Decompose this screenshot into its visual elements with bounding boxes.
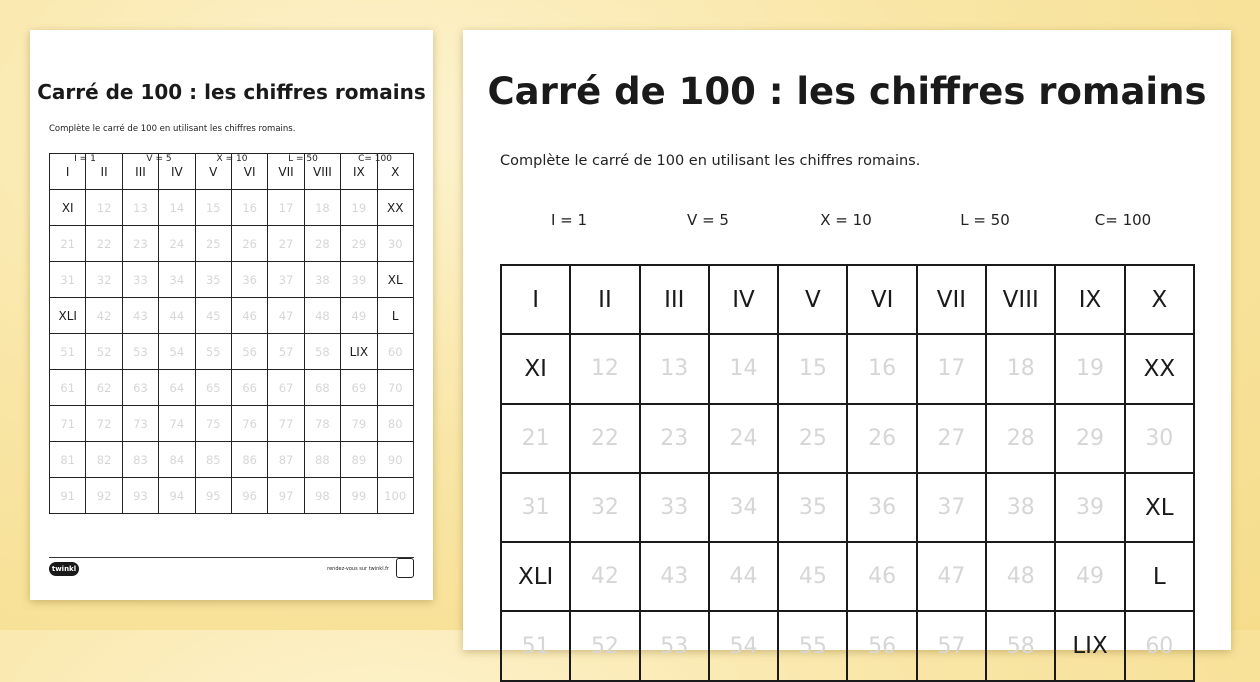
grid-cell: 58 — [986, 611, 1055, 680]
grid-cell: 92 — [86, 478, 122, 514]
legend-item-v: V = 5 — [146, 154, 172, 164]
grid-cell: 27 — [917, 404, 986, 473]
grid-cell: 39 — [341, 262, 377, 298]
grid-cell: 25 — [778, 404, 847, 473]
grid-cell: 34 — [709, 473, 778, 542]
grid-cell: 38 — [304, 262, 340, 298]
grid-cell: 38 — [986, 473, 1055, 542]
grid-cell: 70 — [377, 370, 413, 406]
grid-row — [501, 404, 1194, 473]
grid-cell: 32 — [570, 473, 639, 542]
grid-cell: 54 — [159, 334, 195, 370]
grid-cell: 43 — [122, 298, 158, 334]
grid-row — [50, 262, 414, 298]
page-title: Carré de 100 : les chiffres romains — [37, 80, 426, 104]
legend-item-c: C= 100 — [1094, 211, 1152, 229]
grid-cell: 46 — [231, 298, 267, 334]
grid-cell: IX — [1055, 265, 1124, 334]
grid-cell: IV — [709, 265, 778, 334]
grid-row — [50, 442, 414, 478]
grid-row — [50, 334, 414, 370]
grid-cell: 58 — [304, 334, 340, 370]
grid-cell: 33 — [122, 262, 158, 298]
grid-cell: 89 — [341, 442, 377, 478]
grid-row — [50, 478, 414, 514]
grid-cell: 88 — [304, 442, 340, 478]
footer-url: rendez-vous sur twinkl.fr — [327, 566, 389, 572]
grid-cell: L — [377, 298, 413, 334]
grid-cell: 55 — [195, 334, 231, 370]
grid-cell: I — [501, 265, 570, 334]
grid-cell: VI — [231, 154, 267, 190]
grid-cell: II — [570, 265, 639, 334]
worksheet-zoomed — [463, 30, 1231, 660]
grid-cell: 15 — [195, 190, 231, 226]
grid-cell: 79 — [341, 406, 377, 442]
grid-cell: 68 — [304, 370, 340, 406]
grid-cell: 63 — [122, 370, 158, 406]
grid-row — [501, 542, 1194, 611]
grid-cell: 53 — [640, 611, 709, 680]
grid-cell: 96 — [231, 478, 267, 514]
grid-cell: 28 — [986, 404, 1055, 473]
grid-cell: V — [195, 154, 231, 190]
legend-item-l: L = 50 — [288, 154, 318, 164]
grid-cell: 45 — [778, 542, 847, 611]
grid-cell: 81 — [50, 442, 86, 478]
grid-cell: 48 — [986, 542, 1055, 611]
grid-cell: 72 — [86, 406, 122, 442]
grid-cell: 87 — [268, 442, 304, 478]
grid-cell: VII — [917, 265, 986, 334]
badge-icon — [396, 558, 414, 578]
grid-cell: 29 — [341, 226, 377, 262]
grid-row — [501, 334, 1194, 403]
grid-cell: 61 — [50, 370, 86, 406]
grid-cell: 66 — [231, 370, 267, 406]
grid-cell: VIII — [304, 154, 340, 190]
grid-cell: 27 — [268, 226, 304, 262]
grid-cell: 14 — [709, 334, 778, 403]
grid-cell: 47 — [917, 542, 986, 611]
grid-cell: 93 — [122, 478, 158, 514]
grid-cell: 99 — [341, 478, 377, 514]
grid-cell: 23 — [122, 226, 158, 262]
grid-cell: 24 — [709, 404, 778, 473]
grid-row — [501, 473, 1194, 542]
grid-cell: 18 — [986, 334, 1055, 403]
grid-cell: 82 — [86, 442, 122, 478]
grid-cell: 74 — [159, 406, 195, 442]
grid-cell: VIII — [986, 265, 1055, 334]
grid-cell: 51 — [501, 611, 570, 680]
grid-cell: 100 — [377, 478, 413, 514]
legend-item-i: I = 1 — [550, 211, 588, 229]
grid-cell: 16 — [847, 334, 916, 403]
grid-cell: 73 — [122, 406, 158, 442]
grid-cell: 78 — [304, 406, 340, 442]
grid-cell: 54 — [709, 611, 778, 680]
grid-cell: 90 — [377, 442, 413, 478]
grid-cell: 25 — [195, 226, 231, 262]
instruction-text: Complète le carré de 100 en utilisant les chiffres romains. — [49, 124, 296, 134]
grid-cell: XI — [501, 334, 570, 403]
grid-cell: 23 — [640, 404, 709, 473]
grid-cell: 34 — [159, 262, 195, 298]
grid-cell: 17 — [268, 190, 304, 226]
grid-cell: 22 — [86, 226, 122, 262]
grid-cell: 98 — [304, 478, 340, 514]
grid-cell: 30 — [377, 226, 413, 262]
grid-cell: IX — [341, 154, 377, 190]
grid-cell: 31 — [501, 473, 570, 542]
grid-row — [50, 190, 414, 226]
grid-row — [50, 298, 414, 334]
grid-cell: 51 — [50, 334, 86, 370]
grid-cell: 56 — [847, 611, 916, 680]
grid-cell: 18 — [304, 190, 340, 226]
grid-cell: 42 — [570, 542, 639, 611]
grid-cell: 60 — [377, 334, 413, 370]
grid-row — [50, 226, 414, 262]
grid-cell: 64 — [159, 370, 195, 406]
grid-cell: VI — [847, 265, 916, 334]
grid-cell: LIX — [1055, 611, 1124, 680]
grid-cell: II — [86, 154, 122, 190]
grid-cell: 45 — [195, 298, 231, 334]
legend-item-x: X = 10 — [820, 211, 872, 229]
grid-cell: 32 — [86, 262, 122, 298]
grid-cell: 29 — [1055, 404, 1124, 473]
grid-cell: 26 — [847, 404, 916, 473]
grid-cell: 30 — [1125, 404, 1194, 473]
grid-cell: 15 — [778, 334, 847, 403]
grid-cell: XLI — [501, 542, 570, 611]
grid-cell: 33 — [640, 473, 709, 542]
grid-cell: 56 — [231, 334, 267, 370]
legend-item-x: X = 10 — [216, 154, 248, 164]
grid-cell: XI — [50, 190, 86, 226]
grid-cell: 57 — [268, 334, 304, 370]
grid-cell: 52 — [86, 334, 122, 370]
grid-cell: 97 — [268, 478, 304, 514]
grid-cell: 26 — [231, 226, 267, 262]
grid-cell: 55 — [778, 611, 847, 680]
grid-cell: IV — [159, 154, 195, 190]
grid-cell: 35 — [778, 473, 847, 542]
grid-cell: 37 — [917, 473, 986, 542]
grid-cell: I — [50, 154, 86, 190]
grid-cell: 91 — [50, 478, 86, 514]
grid-cell: III — [122, 154, 158, 190]
grid-cell: 12 — [570, 334, 639, 403]
legend-item-i: I = 1 — [74, 154, 96, 164]
grid-cell: 49 — [1055, 542, 1124, 611]
grid-cell: 28 — [304, 226, 340, 262]
grid-cell: 80 — [377, 406, 413, 442]
legend-item-c: C= 100 — [358, 154, 392, 164]
grid-cell: 13 — [640, 334, 709, 403]
grid-cell: 95 — [195, 478, 231, 514]
grid-cell: 44 — [159, 298, 195, 334]
footer-divider — [49, 557, 414, 558]
grid-cell: XL — [1125, 473, 1194, 542]
grid-cell: 75 — [195, 406, 231, 442]
grid-cell: 65 — [195, 370, 231, 406]
grid-cell: 13 — [122, 190, 158, 226]
grid-cell: 36 — [231, 262, 267, 298]
grid-cell: 21 — [501, 404, 570, 473]
grid-cell: XX — [377, 190, 413, 226]
grid-cell: 31 — [50, 262, 86, 298]
grid-cell: 14 — [159, 190, 195, 226]
grid-cell: 36 — [847, 473, 916, 542]
grid-cell: 21 — [50, 226, 86, 262]
grid-cell: XL — [377, 262, 413, 298]
grid-cell: 48 — [304, 298, 340, 334]
grid-cell: 22 — [570, 404, 639, 473]
grid-cell: 16 — [231, 190, 267, 226]
grid-cell: 69 — [341, 370, 377, 406]
grid-cell: 47 — [268, 298, 304, 334]
grid-cell: 49 — [341, 298, 377, 334]
legend-item-l: L = 50 — [960, 211, 1010, 229]
grid-cell: 24 — [159, 226, 195, 262]
grid-cell: 19 — [341, 190, 377, 226]
grid-row — [50, 370, 414, 406]
twinkl-logo: twinkl — [49, 562, 79, 576]
grid-cell: 39 — [1055, 473, 1124, 542]
grid-cell: 86 — [231, 442, 267, 478]
legend-item-v: V = 5 — [687, 211, 729, 229]
grid-cell: V — [778, 265, 847, 334]
grid-cell: 76 — [231, 406, 267, 442]
grid-cell: 44 — [709, 542, 778, 611]
grid-cell: 62 — [86, 370, 122, 406]
grid-cell: 46 — [847, 542, 916, 611]
instruction-text: Complète le carré de 100 en utilisant les chiffres romains. — [500, 153, 921, 169]
grid-cell: 57 — [917, 611, 986, 680]
grid-cell: XLI — [50, 298, 86, 334]
grid-cell: 52 — [570, 611, 639, 680]
grid-cell: 94 — [159, 478, 195, 514]
grid-cell: 83 — [122, 442, 158, 478]
grid-cell: 12 — [86, 190, 122, 226]
grid-cell: 67 — [268, 370, 304, 406]
grid-row — [501, 611, 1194, 680]
grid-cell: X — [1125, 265, 1194, 334]
grid-cell: 19 — [1055, 334, 1124, 403]
page-title: Carré de 100 : les chiffres romains — [487, 70, 1207, 113]
grid-cell: LIX — [341, 334, 377, 370]
grid-cell: 42 — [86, 298, 122, 334]
worksheet-preview-small — [30, 30, 433, 600]
hundred-square-grid — [49, 153, 414, 514]
grid-cell: 17 — [917, 334, 986, 403]
grid-cell: 84 — [159, 442, 195, 478]
grid-cell: 60 — [1125, 611, 1194, 680]
grid-cell: 35 — [195, 262, 231, 298]
grid-cell: III — [640, 265, 709, 334]
grid-row — [50, 406, 414, 442]
grid-cell: 71 — [50, 406, 86, 442]
grid-row — [50, 154, 414, 190]
grid-cell: X — [377, 154, 413, 190]
grid-cell: 53 — [122, 334, 158, 370]
grid-cell: 43 — [640, 542, 709, 611]
grid-cell: 85 — [195, 442, 231, 478]
grid-cell: L — [1125, 542, 1194, 611]
grid-cell: 77 — [268, 406, 304, 442]
hundred-square-grid — [500, 264, 1195, 682]
grid-row — [501, 265, 1194, 334]
grid-cell: VII — [268, 154, 304, 190]
grid-cell: 37 — [268, 262, 304, 298]
grid-cell: XX — [1125, 334, 1194, 403]
